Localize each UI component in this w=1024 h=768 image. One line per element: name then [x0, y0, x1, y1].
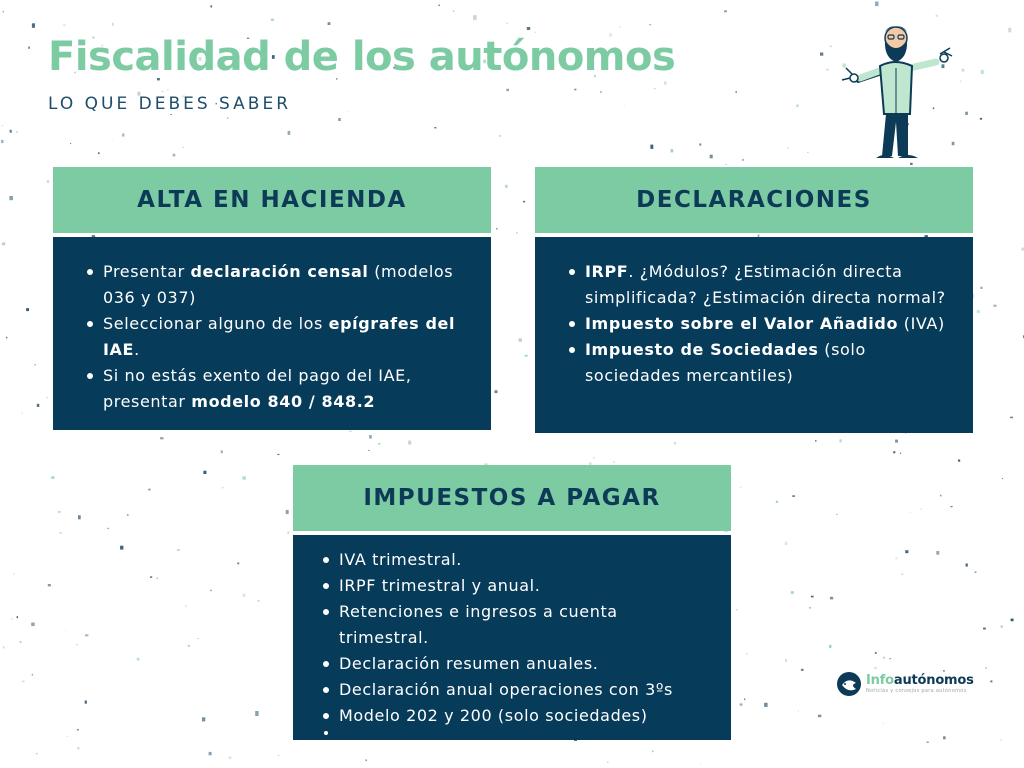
speckle	[523, 201, 525, 203]
speckle	[210, 590, 211, 592]
infoautonomos-logo	[836, 668, 986, 700]
speckle	[28, 47, 30, 49]
speckle	[328, 22, 331, 25]
speckle	[807, 152, 808, 153]
list-item	[321, 703, 707, 729]
speckle	[958, 460, 960, 462]
speckle	[613, 462, 614, 463]
speckle	[798, 710, 799, 711]
bullet-list	[567, 259, 949, 389]
speckle	[76, 645, 77, 646]
card-body	[293, 535, 731, 740]
speckle	[535, 32, 536, 33]
speckle	[77, 729, 79, 731]
speckle	[895, 557, 897, 559]
speckle	[222, 487, 224, 489]
speckle	[188, 645, 190, 647]
speckle	[990, 680, 992, 682]
speckle	[820, 53, 823, 56]
speckle	[499, 135, 501, 136]
speckle	[593, 457, 594, 458]
item-bold-text: epígrafes del IAE	[103, 314, 456, 359]
speckle	[438, 5, 440, 7]
speckle	[895, 440, 898, 443]
bearded-man-illustration-icon	[840, 18, 965, 168]
speckle	[1000, 740, 1002, 741]
logo-brand-accent: Info	[866, 673, 894, 688]
speckle	[836, 514, 837, 515]
speckle	[607, 762, 609, 764]
speckle	[901, 574, 903, 575]
speckle	[35, 364, 36, 365]
item-bold-text: modelo 840 / 848.2	[191, 392, 376, 411]
speckle	[736, 609, 738, 610]
speckle	[37, 404, 40, 407]
logo-tagline: Noticias y consejos para autónomos	[866, 688, 967, 694]
speckle	[791, 591, 794, 594]
speckle	[764, 703, 768, 707]
speckle	[965, 112, 968, 115]
list-item	[321, 599, 707, 651]
list-item	[85, 311, 461, 363]
speckle	[85, 701, 87, 704]
speckle	[829, 645, 831, 648]
speckle	[699, 143, 701, 145]
speckle	[890, 658, 891, 659]
speckle	[221, 450, 223, 453]
speckle	[366, 760, 367, 761]
speckle	[830, 597, 833, 600]
speckle	[744, 698, 745, 700]
speckle	[495, 390, 498, 393]
speckle	[940, 495, 941, 497]
speckle	[700, 764, 701, 765]
speckle	[736, 91, 737, 93]
speckle	[787, 148, 788, 149]
speckle	[288, 531, 290, 534]
speckle	[519, 338, 522, 341]
speckle	[505, 185, 508, 188]
speckle	[257, 600, 259, 602]
speckle	[48, 584, 51, 586]
speckle	[674, 442, 676, 444]
speckle	[67, 736, 68, 737]
speckle	[496, 228, 497, 229]
fish-logo-icon	[836, 671, 862, 697]
item-text: . ¿Módulos? ¿Estimación directa simplificada? ¿Estimación directa normal?	[585, 262, 946, 307]
list-item	[85, 363, 461, 415]
speckle	[921, 508, 922, 509]
speckle	[32, 674, 33, 676]
speckle	[801, 669, 804, 671]
speckle	[980, 118, 982, 120]
speckle	[229, 756, 232, 759]
speckle	[905, 550, 908, 553]
speckle	[65, 630, 66, 631]
item-text: (modelos 036 y 037)	[103, 262, 454, 307]
speckle	[255, 711, 258, 716]
card-body	[53, 237, 491, 430]
list-item	[321, 651, 707, 677]
speckle	[2, 243, 5, 246]
speckle	[943, 736, 946, 739]
item-text: Declaración anual operaciones con 3ºs	[339, 680, 673, 699]
speckle	[1002, 478, 1003, 479]
speckle	[58, 511, 61, 513]
speckle	[177, 549, 180, 551]
speckle	[936, 551, 939, 555]
speckle	[378, 443, 380, 445]
speckle	[160, 437, 163, 439]
speckle	[85, 634, 88, 636]
speckle	[98, 152, 99, 154]
list-item	[321, 677, 707, 703]
card-body	[535, 237, 973, 433]
speckle	[671, 149, 674, 152]
item-bold-text: declaración censal	[190, 262, 369, 281]
speckle	[271, 19, 274, 21]
speckle	[811, 596, 814, 598]
speckle	[830, 46, 832, 47]
speckle	[203, 471, 206, 474]
list-item	[321, 547, 707, 573]
speckle	[9, 196, 13, 200]
speckle	[286, 510, 289, 514]
speckle	[434, 127, 436, 128]
speckle	[525, 355, 528, 357]
speckle	[796, 105, 799, 108]
item-text: .	[134, 340, 140, 359]
speckle	[47, 397, 48, 398]
logo-brand-rest: autónomos	[893, 673, 974, 688]
speckle	[243, 476, 246, 479]
item-text: (IVA)	[898, 314, 945, 333]
speckle	[900, 453, 901, 454]
speckle	[785, 659, 787, 662]
speckle	[981, 70, 984, 74]
speckle	[1, 140, 4, 143]
item-text: (solo sociedades mercantiles)	[585, 340, 866, 385]
item-bold-text: Impuesto sobre el Valor Añadido	[585, 314, 899, 333]
speckle	[167, 89, 168, 90]
card-title: ALTA EN HACIENDA	[53, 167, 491, 233]
speckle	[47, 180, 50, 183]
speckle	[157, 578, 158, 579]
speckle	[127, 514, 129, 516]
card-alta-hacienda	[53, 167, 491, 430]
speckle	[975, 572, 977, 573]
speckle	[840, 439, 842, 442]
speckle	[162, 91, 163, 92]
item-text: Modelo 202 y 200 (solo sociedades)	[339, 706, 648, 725]
speckle	[369, 435, 372, 439]
card-declaraciones	[535, 167, 973, 433]
speckle	[664, 81, 666, 84]
speckle	[654, 88, 655, 89]
speckle	[277, 454, 279, 455]
speckle	[1010, 417, 1013, 419]
card-title: IMPUESTOS A PAGAR	[293, 465, 731, 531]
speckle	[209, 752, 212, 755]
speckle	[818, 715, 821, 718]
speckle	[1001, 626, 1003, 628]
speckle	[10, 130, 12, 133]
card-title: DECLARACIONES	[535, 167, 973, 233]
speckle	[182, 147, 183, 148]
speckle	[408, 441, 411, 445]
speckle	[112, 23, 114, 26]
speckle	[122, 134, 124, 137]
speckle	[527, 27, 530, 30]
speckle	[20, 641, 22, 643]
speckle	[6, 337, 7, 339]
list-item	[567, 259, 949, 311]
speckle	[3, 11, 4, 13]
speckle	[710, 155, 713, 159]
speckle	[13, 573, 14, 575]
speckle	[740, 703, 743, 705]
item-text: Declaración resumen anuales.	[339, 654, 599, 673]
speckle	[185, 605, 186, 607]
speckle	[574, 89, 576, 91]
speckle	[826, 69, 829, 71]
speckle	[348, 111, 349, 112]
card-impuestos-a-pagar	[293, 465, 731, 740]
speckle	[148, 489, 150, 491]
speckle	[26, 308, 29, 311]
page-title: Fiscalidad de los autónomos	[48, 34, 676, 80]
speckle	[981, 287, 983, 289]
speckle	[368, 450, 369, 451]
bullet-list	[321, 547, 707, 729]
speckle	[22, 413, 23, 415]
speckle	[966, 564, 968, 567]
item-text: Retenciones e ingresos a cuenta trimestral.	[339, 602, 618, 647]
speckle	[619, 26, 620, 28]
item-bold-text: Impuesto de Sociedades	[585, 340, 819, 359]
speckle	[16, 131, 17, 133]
speckle	[740, 487, 742, 488]
speckle	[927, 742, 929, 743]
speckle	[624, 106, 625, 107]
speckle	[726, 164, 728, 165]
speckle	[983, 628, 986, 630]
speckle	[17, 616, 18, 618]
speckle	[150, 576, 152, 578]
bullet-list	[85, 259, 461, 415]
speckle	[875, 652, 877, 654]
speckle	[809, 607, 811, 608]
logo-name	[866, 673, 974, 688]
speckle	[453, 11, 454, 12]
speckle	[785, 542, 788, 545]
speckle	[173, 154, 176, 157]
speckle	[776, 501, 778, 503]
speckle	[112, 140, 113, 141]
item-text: Presentar	[103, 262, 191, 281]
speckle	[22, 681, 25, 683]
list-item	[567, 337, 949, 389]
item-text: Seleccionar alguno de los	[103, 314, 329, 333]
speckle	[1008, 28, 1011, 33]
speckle	[120, 546, 123, 550]
speckle	[910, 512, 911, 513]
speckle	[51, 476, 54, 479]
speckle	[2, 125, 4, 126]
speckle	[883, 723, 884, 724]
list-item	[321, 573, 707, 599]
speckle	[724, 10, 727, 12]
speckle	[170, 114, 172, 115]
speckle	[36, 753, 37, 754]
item-text: IVA trimestral.	[339, 550, 462, 569]
speckle	[11, 618, 12, 620]
speckle	[815, 440, 816, 442]
speckle	[32, 23, 35, 28]
speckle	[70, 143, 71, 144]
speckle	[31, 623, 35, 627]
speckle	[237, 563, 239, 565]
list-item	[567, 311, 949, 337]
speckle	[936, 15, 938, 17]
speckle	[243, 594, 246, 597]
speckle	[875, 2, 878, 7]
list-item	[85, 259, 461, 311]
speckle	[473, 15, 477, 20]
speckle	[288, 131, 291, 135]
speckle	[650, 145, 653, 149]
page-subtitle: LO QUE DEBES SABER	[48, 94, 292, 114]
speckle	[516, 233, 517, 234]
speckle	[60, 532, 62, 533]
speckle	[202, 717, 205, 721]
speckle	[1011, 619, 1014, 622]
speckle	[993, 305, 996, 307]
speckle	[338, 118, 340, 121]
speckle	[507, 23, 508, 24]
item-bold-text: IRPF	[585, 262, 629, 281]
speckle	[951, 506, 953, 507]
speckle	[792, 495, 795, 497]
speckle	[746, 654, 747, 655]
item-text: Si no estás exento del pago del IAE, presentar	[103, 366, 412, 411]
speckle	[137, 658, 140, 661]
speckle	[197, 638, 198, 639]
speckle	[210, 5, 212, 7]
speckle	[652, 750, 653, 752]
speckle	[506, 89, 509, 91]
speckle	[107, 528, 109, 529]
speckle	[77, 747, 79, 749]
speckle	[742, 159, 744, 161]
speckle	[600, 91, 602, 93]
speckle	[883, 657, 885, 659]
speckle	[649, 24, 651, 25]
speckle	[3, 646, 4, 648]
speckle	[78, 515, 81, 519]
speckle	[227, 118, 228, 119]
logo-text	[866, 673, 974, 695]
speckle	[499, 352, 500, 353]
item-text: IRPF trimestral y anual.	[339, 576, 541, 595]
speckle	[977, 310, 980, 313]
speckle	[893, 451, 895, 453]
speckle	[63, 24, 66, 26]
speckle	[349, 431, 352, 433]
speckle	[278, 755, 280, 756]
